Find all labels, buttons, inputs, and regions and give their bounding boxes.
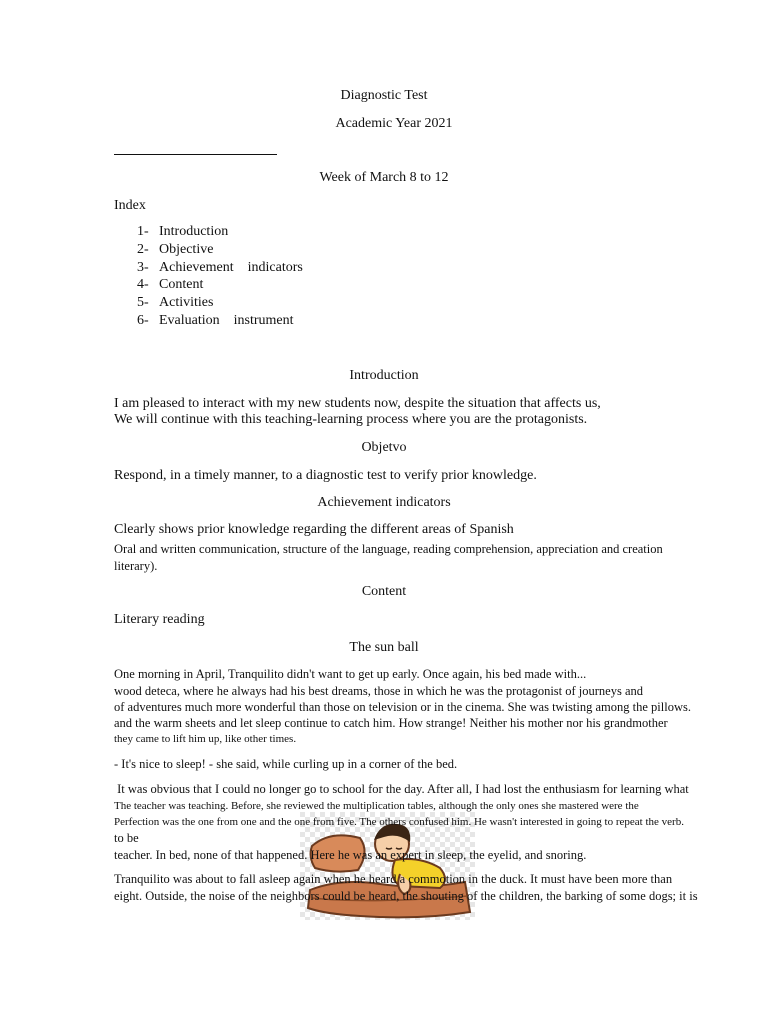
- introduction-line: I am pleased to interact with my new students now, despite the situation that affects us,: [114, 396, 601, 411]
- story-line: wood deteca, where he always had his best dreams, those in which he was the protagonist of journeys and: [114, 684, 644, 698]
- indicators-heading: Achievement indicators: [317, 495, 451, 510]
- story-dialogue: - It's nice to sleep! - she said, while curling up in a corner of the bed.: [114, 757, 458, 771]
- objective-heading: Objetvo: [361, 440, 407, 455]
- academic-year: Academic Year 2021: [335, 116, 453, 131]
- story-line: Tranquilito was about to fall asleep again when he heard a commotion in the duck. It must have been more than: [114, 872, 673, 886]
- indicators-line: Oral and written communication, structure of the language, reading comprehension, appreciation and creation: [114, 542, 663, 556]
- indicators-line: literary).: [114, 559, 158, 573]
- index-item: 6- Evaluation instrument: [137, 313, 294, 328]
- content-heading: Content: [361, 584, 407, 599]
- story-line: Perfection was the one from one and the one from five. The others confused him. He wasn't interested in going to repeat the verb.: [114, 816, 684, 828]
- story-title: The sun ball: [349, 640, 419, 655]
- objective-text: Respond, in a timely manner, to a diagnostic test to verify prior knowledge.: [114, 468, 537, 483]
- story-line: teacher. In bed, none of that happened. Here he was an expert in sleep, the eyelid, and snoring.: [114, 848, 587, 862]
- index-item: 4- Content: [137, 277, 204, 292]
- content-subheading: Literary reading: [114, 612, 205, 627]
- document-title: Diagnostic Test: [340, 88, 428, 103]
- story-line: they came to lift him up, like other times.: [114, 733, 297, 745]
- week-label: Week of March 8 to 12: [319, 170, 449, 185]
- index-item: 3- Achievement indicators: [137, 260, 303, 275]
- story-line: eight. Outside, the noise of the neighbors could be heard, the shouting of the children, the barking of some dogs; it is: [114, 889, 698, 903]
- index-item: 5- Activities: [137, 295, 214, 310]
- name-blank-line: [114, 154, 277, 155]
- index-item: 1- Introduction: [137, 224, 229, 239]
- story-line: to be: [114, 831, 139, 845]
- introduction-heading: Introduction: [349, 368, 419, 383]
- index-heading: Index: [114, 198, 146, 213]
- indicators-line: Clearly shows prior knowledge regarding the different areas of Spanish: [114, 522, 514, 537]
- story-line: It was obvious that I could no longer go to school for the day. After all, I had lost the enthusiasm for learning what: [114, 782, 689, 796]
- story-line: One morning in April, Tranquilito didn't want to get up early. Once again, his bed made with...: [114, 667, 587, 681]
- story-line: The teacher was teaching. Before, she reviewed the multiplication tables, although the only ones she mastered were the: [114, 800, 639, 812]
- story-line: and the warm sheets and let sleep continue to catch him. How strange! Neither his mother nor his grandmother: [114, 716, 668, 730]
- introduction-line: We will continue with this teaching-learning process where you are the protagonists.: [114, 412, 588, 427]
- story-line: of adventures much more wonderful than those on television or in the cinema. She was twisting among the pillows.: [114, 700, 691, 714]
- index-item: 2- Objective: [137, 242, 214, 257]
